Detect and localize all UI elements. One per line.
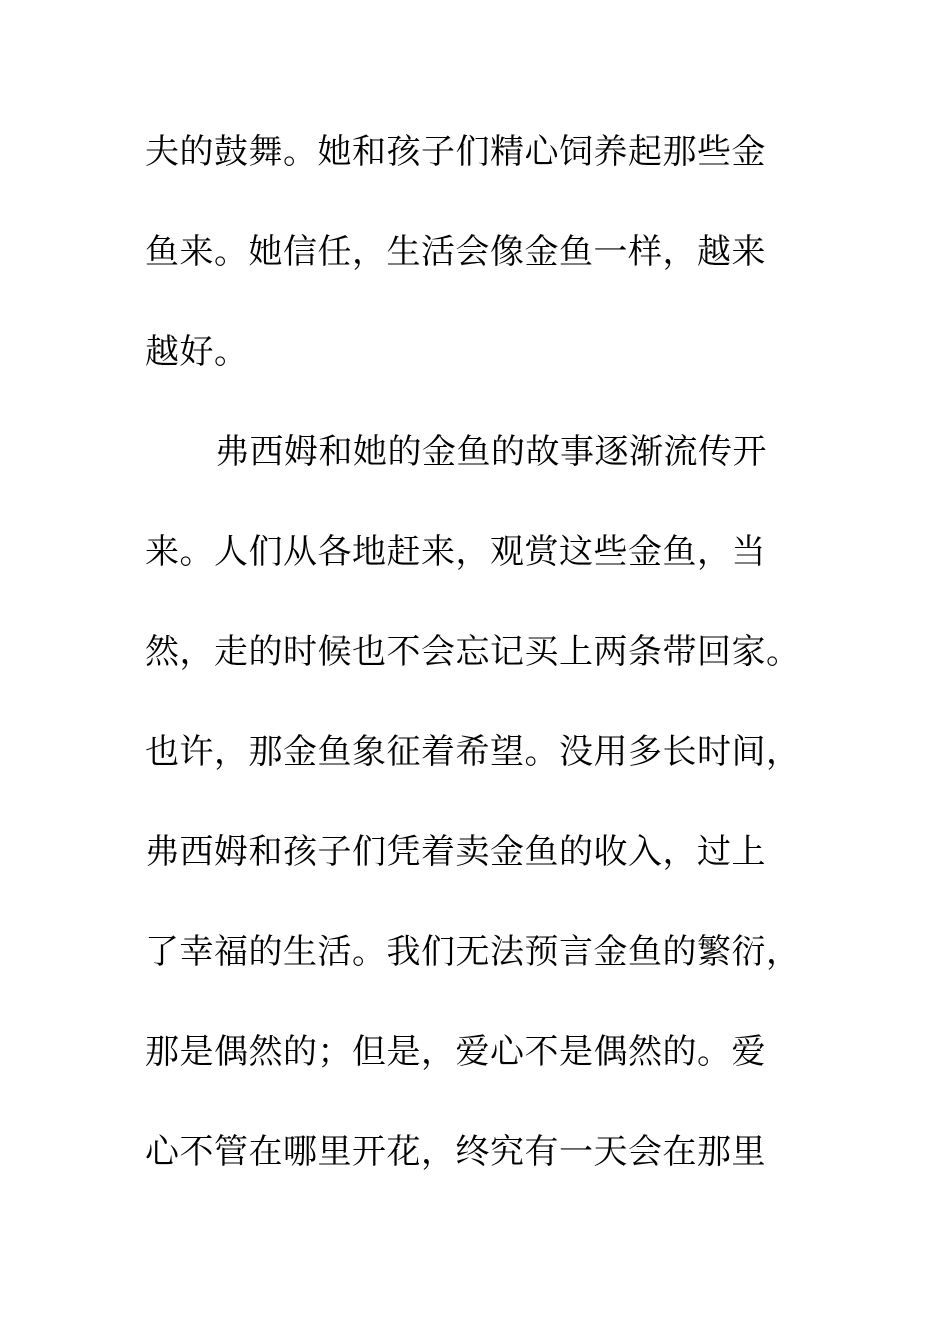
text-line: 心不管在哪里开花，终究有一天会在那里 bbox=[145, 1132, 766, 1172]
text-line: 夫的鼓舞。她和孩子们精心饲养起那些金 bbox=[145, 132, 766, 172]
text-line: 然，走的时候也不会忘记买上两条带回家。 bbox=[145, 632, 801, 672]
text-line: 了幸福的生活。我们无法预言金鱼的繁衍， bbox=[145, 932, 801, 972]
text-line: 也许，那金鱼象征着希望。没用多长时间， bbox=[145, 732, 801, 772]
text-line: 弗西姆和孩子们凭着卖金鱼的收入，过上 bbox=[145, 832, 766, 872]
text-line: 越好。 bbox=[145, 332, 249, 372]
text-line: 鱼来。她信任，生活会像金鱼一样，越来 bbox=[145, 232, 766, 272]
text-line: 那是偶然的；但是，爱心不是偶然的。爱 bbox=[145, 1032, 766, 1072]
paragraph-first-line: 弗西姆和她的金鱼的故事逐渐流传开 bbox=[215, 432, 767, 472]
text-line: 来。人们从各地赶来，观赏这些金鱼，当 bbox=[145, 532, 766, 572]
